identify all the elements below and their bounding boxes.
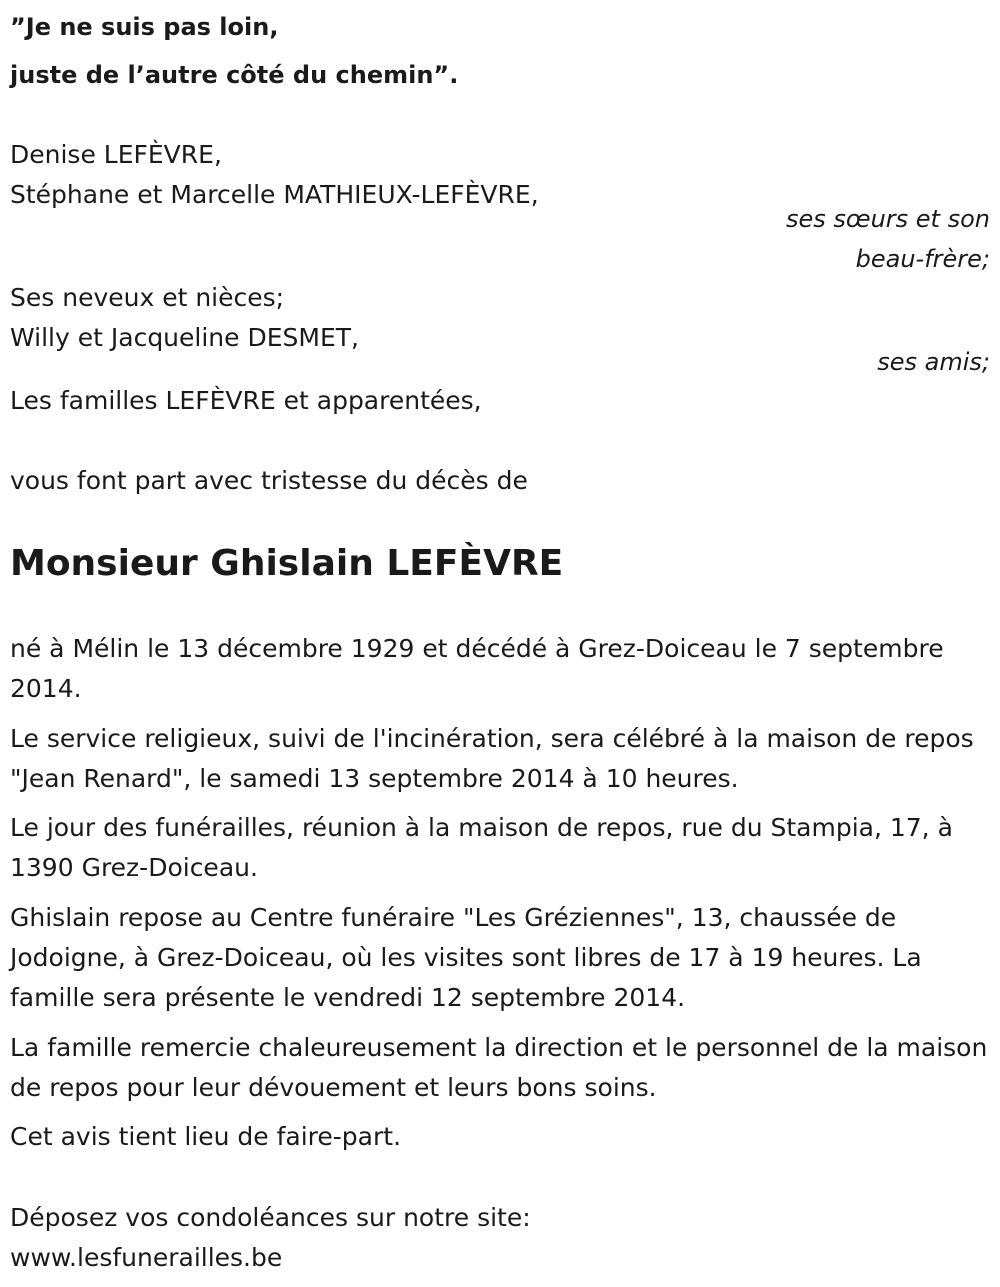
sisters-role-line-1: ses sœurs et son bbox=[786, 205, 990, 233]
thanks-paragraph: La famille remercie chaleureusement la direction et le personnel de la maison de repos pour leur dévouement et leurs bons soins. bbox=[10, 1033, 988, 1102]
families-related: Les familles LEFÈVRE et apparentées, bbox=[10, 386, 482, 415]
sisters-role-line-2: beau-frère; bbox=[855, 245, 990, 273]
meeting-paragraph: Le jour des funérailles, réunion à la maison de repos, rue du Stampia, 17, à 1390 Grez-Doiceau. bbox=[10, 813, 953, 882]
epigraph-line-2: juste de l’autre côté du chemin”. bbox=[10, 61, 459, 89]
website-link[interactable]: www.lesfunerailles.be bbox=[10, 1243, 283, 1272]
announcement-text: vous font part avec tristesse du décès de bbox=[10, 466, 528, 495]
sister-stephane-marcelle: Stéphane et Marcelle MATHIEUX-LEFÈVRE, bbox=[10, 180, 539, 209]
friends-role: ses amis; bbox=[877, 348, 990, 376]
epigraph-line-1: ”Je ne suis pas loin, bbox=[10, 13, 279, 41]
sister-denise: Denise LEFÈVRE, bbox=[10, 140, 222, 169]
friends-desmet: Willy et Jacqueline DESMET, bbox=[10, 323, 359, 352]
condolences-website-line bbox=[10, 1238, 282, 1278]
visits-paragraph: Ghislain repose au Centre funéraire "Les Gréziennes", 13, chaussée de Jodoigne, à Grez-Doiceau, où les visites sont libres de 17 à 19 heures. La famille sera présente le vendredi 12 septembre 2014. bbox=[10, 903, 922, 1012]
nephews-nieces: Ses neveux et nièces; bbox=[10, 283, 285, 312]
deceased-name: Monsieur Ghislain LEFÈVRE bbox=[10, 543, 564, 584]
condolences-label: Déposez vos condoléances sur notre site: bbox=[10, 1203, 531, 1232]
birth-death-paragraph: né à Mélin le 13 décembre 1929 et décédé à Grez-Doiceau le 7 septembre 2014. bbox=[10, 634, 944, 703]
notice-paragraph: Cet avis tient lieu de faire-part. bbox=[10, 1122, 402, 1151]
service-paragraph: Le service religieux, suivi de l'incinération, sera célébré à la maison de repos "Jean Renard", le samedi 13 septembre 2014 à 10 heures. bbox=[10, 724, 974, 793]
